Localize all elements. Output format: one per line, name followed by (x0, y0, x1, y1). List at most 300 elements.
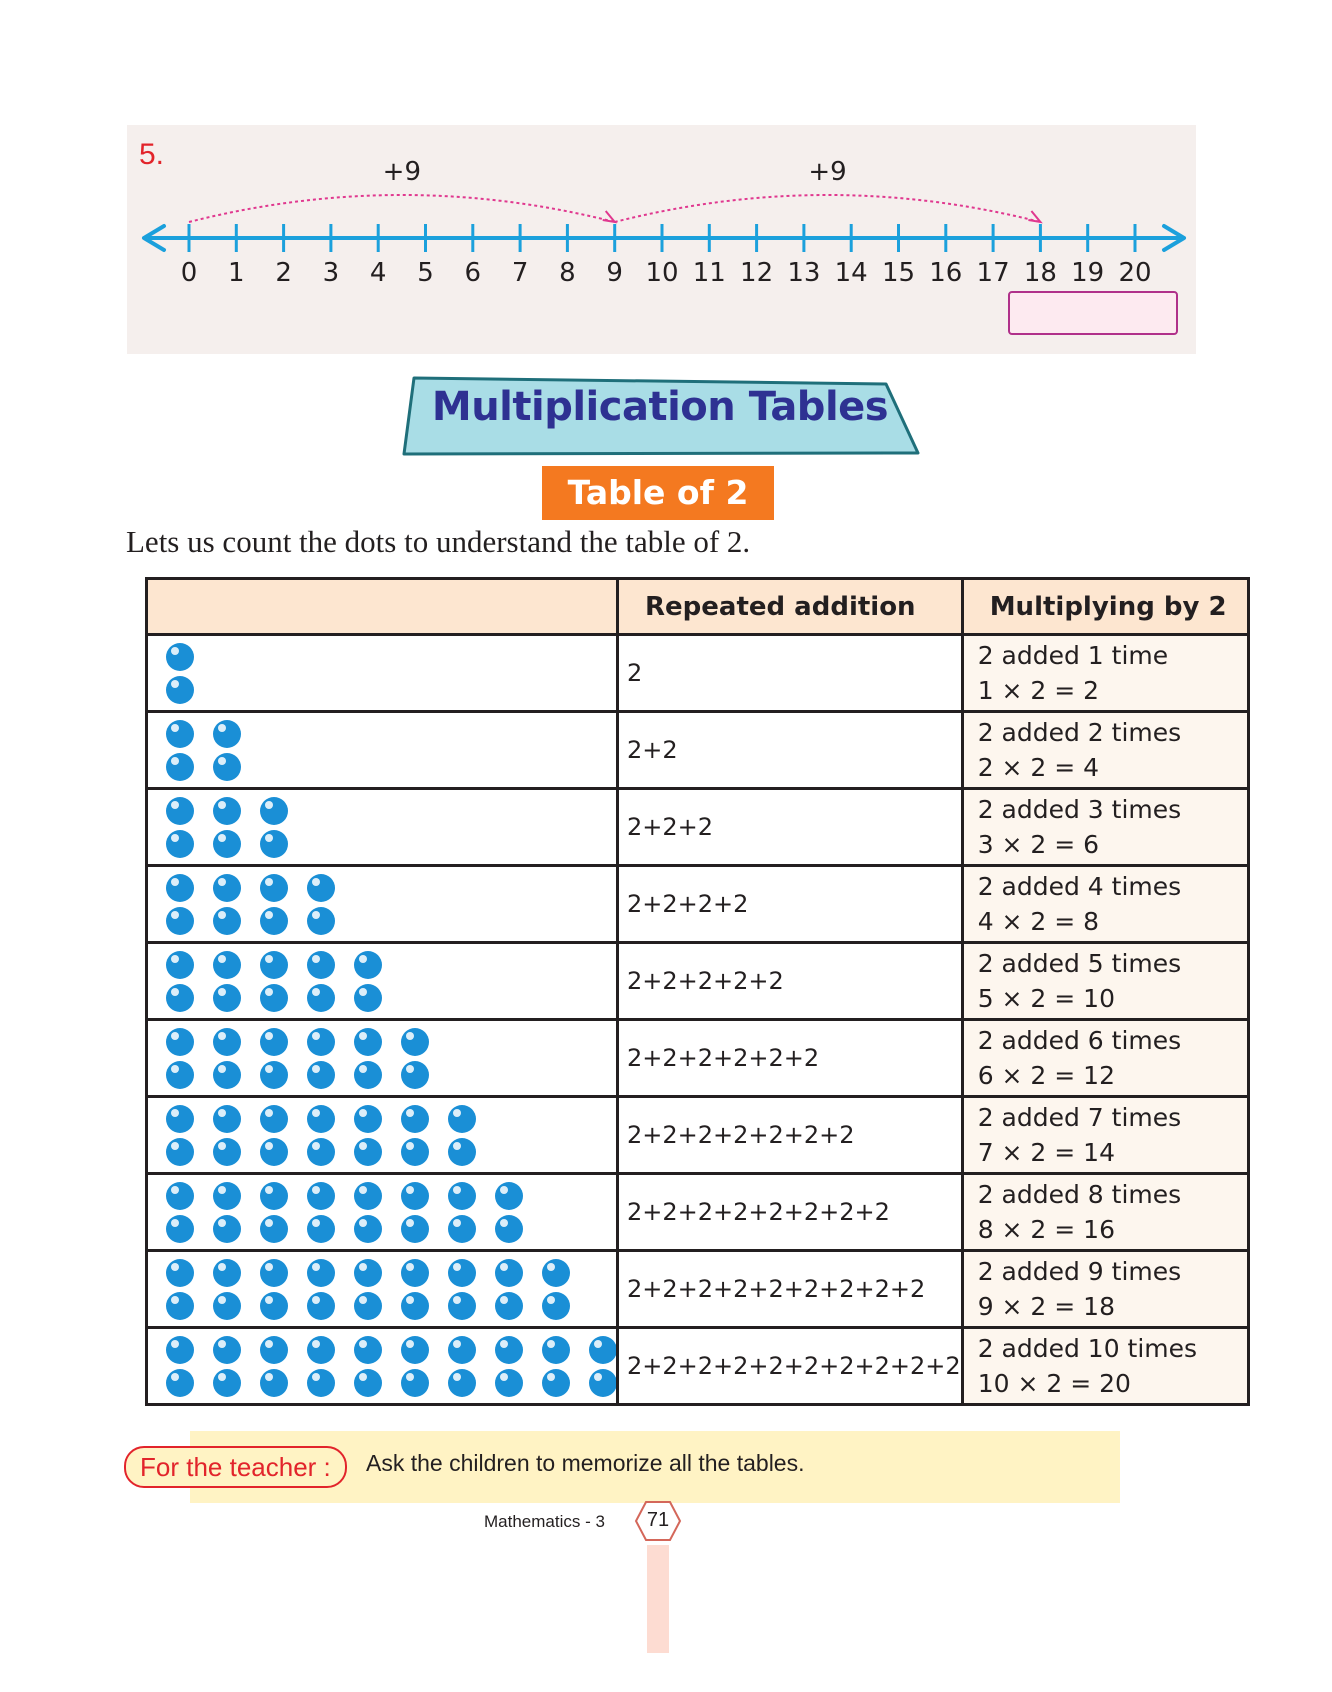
dot-highlight (265, 988, 273, 996)
dot (307, 1105, 335, 1133)
jump-arrowhead-icon (1028, 211, 1040, 222)
dot (401, 1336, 429, 1364)
dot-highlight (171, 724, 179, 732)
dot-highlight (359, 1032, 367, 1040)
dot-highlight (312, 1373, 320, 1381)
dot-highlight (218, 1032, 226, 1040)
tick-label: 15 (881, 258, 916, 288)
dot-highlight (218, 1219, 226, 1227)
tick-label: 10 (645, 258, 679, 288)
dot-highlight (453, 1263, 461, 1271)
dot-highlight (453, 1219, 461, 1227)
dot (495, 1292, 523, 1320)
dot (307, 1215, 335, 1243)
table-row (147, 635, 1249, 712)
repeated-addition-cell: 2+2+2+2+2+2+2+2 (618, 1174, 963, 1251)
dot-highlight (171, 647, 179, 655)
dot (401, 1061, 429, 1089)
dots-cell (147, 866, 618, 943)
dot (354, 1336, 382, 1364)
dot-highlight (265, 1340, 273, 1348)
multiplying-cell (962, 1020, 1248, 1097)
dot-highlight (171, 757, 179, 765)
dot-highlight (265, 1186, 273, 1194)
product-text: 1 × 2 = 2 (977, 676, 1100, 705)
dot (260, 874, 288, 902)
dot (307, 874, 335, 902)
dot-highlight (171, 911, 179, 919)
table-row (147, 1174, 1249, 1251)
dot-highlight (218, 911, 226, 919)
product-text: 9 × 2 = 18 (977, 1292, 1115, 1321)
dot (260, 1336, 288, 1364)
dot-highlight (265, 1032, 273, 1040)
dot (213, 1105, 241, 1133)
dot-highlight (359, 1373, 367, 1381)
tick-label: 5 (417, 258, 434, 288)
dot-highlight (265, 834, 273, 842)
dot (166, 1259, 194, 1287)
dot (166, 797, 194, 825)
dot-group (148, 1098, 616, 1172)
dot (401, 1182, 429, 1210)
dot-highlight (312, 988, 320, 996)
dot (260, 951, 288, 979)
dot (307, 1369, 335, 1397)
jump-arrowhead-icon (603, 211, 615, 222)
dot-highlight (359, 1065, 367, 1073)
dots-cell (147, 789, 618, 866)
dot (448, 1369, 476, 1397)
dot (307, 1259, 335, 1287)
dot (495, 1215, 523, 1243)
teacher-label: For the teacher : (124, 1446, 347, 1488)
dot (166, 830, 194, 858)
dot (166, 1061, 194, 1089)
table-row (147, 789, 1249, 866)
dots-cell (147, 712, 618, 789)
product-text: 8 × 2 = 16 (977, 1215, 1115, 1244)
repeated-addition-cell: 2+2 (618, 712, 963, 789)
dot (166, 643, 194, 671)
repeated-addition-cell: 2+2+2+2+2+2+2+2+2+2 (618, 1328, 963, 1405)
dot-highlight (547, 1296, 555, 1304)
dot (307, 1182, 335, 1210)
dot (260, 1259, 288, 1287)
dot (354, 1259, 382, 1287)
dot (307, 951, 335, 979)
dot (448, 1215, 476, 1243)
dot-highlight (171, 680, 179, 688)
dot (589, 1369, 616, 1397)
dot-highlight (171, 834, 179, 842)
dot (213, 907, 241, 935)
tick-label: 4 (369, 258, 387, 288)
added-times-text: 2 added 9 times (977, 1257, 1182, 1286)
dot-highlight (171, 1109, 179, 1117)
dot-group (148, 1021, 616, 1095)
header-repeated-addition: Repeated addition (618, 579, 963, 635)
dot (260, 1182, 288, 1210)
dot (213, 1182, 241, 1210)
dot-group (148, 867, 616, 941)
tick-label: 7 (511, 258, 529, 288)
dot-highlight (359, 1296, 367, 1304)
dot-highlight (171, 801, 179, 809)
dot (260, 1028, 288, 1056)
dot (354, 1369, 382, 1397)
product-text: 10 × 2 = 20 (977, 1369, 1131, 1398)
dot (166, 1138, 194, 1166)
dot (307, 1061, 335, 1089)
table-row (147, 1097, 1249, 1174)
dot-highlight (500, 1263, 508, 1271)
answer-box[interactable] (1008, 291, 1178, 335)
table-row (147, 1328, 1249, 1405)
dot (495, 1369, 523, 1397)
intro-text: Lets us count the dots to understand the table of 2. (126, 524, 751, 559)
dot-highlight (265, 801, 273, 809)
dot-highlight (453, 1186, 461, 1194)
tick-label: 20 (1118, 258, 1152, 288)
dot-highlight (218, 1296, 226, 1304)
dot (166, 753, 194, 781)
dot (213, 797, 241, 825)
dot (166, 676, 194, 704)
dot-highlight (312, 1109, 320, 1117)
dots-cell (147, 1328, 618, 1405)
multiplying-cell (962, 1328, 1248, 1405)
page-strip (647, 1545, 669, 1653)
dot-group (148, 1329, 616, 1403)
dot-highlight (171, 955, 179, 963)
dots-cell (147, 1097, 618, 1174)
dot-highlight (312, 1065, 320, 1073)
dots-cell (147, 635, 618, 712)
dot (213, 1336, 241, 1364)
added-times-text: 2 added 3 times (977, 795, 1182, 824)
dot-group (148, 1175, 616, 1249)
dot-highlight (453, 1109, 461, 1117)
dot-highlight (453, 1373, 461, 1381)
dot (448, 1138, 476, 1166)
dot-highlight (359, 955, 367, 963)
dot-highlight (406, 1109, 414, 1117)
dot-highlight (406, 1142, 414, 1150)
dot (213, 1259, 241, 1287)
dot (354, 1028, 382, 1056)
dot (401, 1105, 429, 1133)
dot (401, 1369, 429, 1397)
dot-highlight (359, 1263, 367, 1271)
header-multiplying: Multiplying by 2 (962, 579, 1248, 635)
dot-highlight (218, 1186, 226, 1194)
dot (166, 984, 194, 1012)
repeated-addition-cell: 2+2+2+2+2+2+2+2+2 (618, 1251, 963, 1328)
dot-highlight (265, 878, 273, 886)
multiplying-cell (962, 866, 1248, 943)
dot-group (148, 790, 616, 864)
dot-highlight (312, 911, 320, 919)
dot-highlight (453, 1340, 461, 1348)
multiplying-cell (962, 712, 1248, 789)
dot-highlight (171, 1296, 179, 1304)
dot-highlight (312, 1186, 320, 1194)
tick-label: 6 (464, 258, 482, 288)
dots-cell (147, 1251, 618, 1328)
dot (542, 1292, 570, 1320)
dot-highlight (265, 1219, 273, 1227)
dot (354, 1138, 382, 1166)
dot-group (148, 1252, 616, 1326)
tick-label: 3 (322, 258, 340, 288)
product-text: 4 × 2 = 8 (977, 907, 1100, 936)
jump-label: +9 (808, 157, 847, 187)
dot (448, 1292, 476, 1320)
dot-highlight (265, 1109, 273, 1117)
dot-highlight (453, 1296, 461, 1304)
added-times-text: 2 added 2 times (977, 718, 1182, 747)
dot-highlight (312, 1263, 320, 1271)
repeated-addition-cell: 2+2+2+2+2 (618, 943, 963, 1020)
section-subtitle: Table of 2 (542, 466, 774, 520)
dot (354, 1105, 382, 1133)
dot-group (148, 636, 616, 710)
question-number: 5. (139, 138, 165, 171)
table-of-two (145, 577, 1250, 1406)
table-header-row (147, 579, 1249, 635)
dot-highlight (500, 1296, 508, 1304)
dot-highlight (500, 1373, 508, 1381)
dot (166, 1336, 194, 1364)
table-row (147, 712, 1249, 789)
dot (260, 907, 288, 935)
tick-label: 9 (606, 258, 623, 288)
dot (213, 1028, 241, 1056)
dot (166, 1105, 194, 1133)
dot (260, 1215, 288, 1243)
dot-highlight (359, 1340, 367, 1348)
tick-label: 14 (834, 258, 868, 288)
dot (401, 1292, 429, 1320)
dot (448, 1182, 476, 1210)
dot (448, 1336, 476, 1364)
repeated-addition-cell: 2+2+2+2+2+2 (618, 1020, 963, 1097)
dot-highlight (547, 1263, 555, 1271)
dot-highlight (171, 1373, 179, 1381)
dot (213, 984, 241, 1012)
dot (213, 1138, 241, 1166)
dot-highlight (312, 1142, 320, 1150)
dot (354, 1215, 382, 1243)
dot-highlight (406, 1296, 414, 1304)
dot-highlight (171, 1142, 179, 1150)
dot (260, 797, 288, 825)
added-times-text: 2 added 10 times (977, 1334, 1198, 1363)
dot-highlight (312, 1340, 320, 1348)
dot-highlight (171, 1263, 179, 1271)
dot (213, 753, 241, 781)
dots-cell (147, 1020, 618, 1097)
added-times-text: 2 added 1 time (977, 641, 1169, 670)
dot-highlight (500, 1219, 508, 1227)
dot (166, 720, 194, 748)
dot (166, 1028, 194, 1056)
dot (354, 951, 382, 979)
dot (260, 1105, 288, 1133)
dot-highlight (171, 878, 179, 886)
header-dots (147, 579, 618, 635)
dot-highlight (265, 955, 273, 963)
tick-label: 16 (929, 258, 963, 288)
dot-group (148, 713, 616, 787)
tick-label: 0 (180, 258, 198, 288)
dot (354, 1182, 382, 1210)
dot (260, 830, 288, 858)
dot-highlight (406, 1340, 414, 1348)
dot (542, 1336, 570, 1364)
table-row (147, 943, 1249, 1020)
dot-highlight (312, 878, 320, 886)
table-row (147, 1020, 1249, 1097)
page-title: Multiplication Tables (431, 384, 889, 430)
tick-label: 17 (976, 258, 1010, 288)
jump-label: +9 (382, 157, 422, 187)
dot (495, 1259, 523, 1287)
dot-highlight (594, 1340, 602, 1348)
tick-label: 8 (559, 258, 576, 288)
dot (166, 907, 194, 935)
dot-highlight (312, 1219, 320, 1227)
tick-label: 13 (787, 258, 821, 288)
dot (213, 1215, 241, 1243)
dot (166, 874, 194, 902)
dot (542, 1369, 570, 1397)
dot-highlight (218, 988, 226, 996)
dot-highlight (406, 1032, 414, 1040)
dot-highlight (171, 1186, 179, 1194)
dot-highlight (218, 878, 226, 886)
dot (354, 984, 382, 1012)
dot (166, 1369, 194, 1397)
multiplying-cell (962, 635, 1248, 712)
dot-highlight (171, 1340, 179, 1348)
dot (495, 1336, 523, 1364)
dot (401, 1215, 429, 1243)
product-text: 2 × 2 = 4 (977, 753, 1100, 782)
dot-highlight (218, 1263, 226, 1271)
dot (495, 1182, 523, 1210)
dot-highlight (265, 1142, 273, 1150)
repeated-addition-cell: 2+2+2+2+2+2+2 (618, 1097, 963, 1174)
dot (307, 1292, 335, 1320)
multiplying-cell (962, 1174, 1248, 1251)
dot-highlight (218, 1340, 226, 1348)
tick-label: 18 (1023, 258, 1057, 288)
dot-highlight (218, 955, 226, 963)
dot-highlight (547, 1340, 555, 1348)
tick-label: 19 (1071, 258, 1105, 288)
dots-cell (147, 943, 618, 1020)
dot-highlight (453, 1142, 461, 1150)
dot-highlight (406, 1373, 414, 1381)
dot-highlight (406, 1263, 414, 1271)
dot-highlight (312, 1032, 320, 1040)
multiplying-cell (962, 789, 1248, 866)
tick-label: 1 (228, 258, 245, 288)
dot (448, 1105, 476, 1133)
multiplying-cell (962, 943, 1248, 1020)
dot-highlight (312, 1296, 320, 1304)
added-times-text: 2 added 5 times (977, 949, 1182, 978)
dot (307, 1028, 335, 1056)
tick-label: 2 (275, 258, 292, 288)
added-times-text: 2 added 7 times (977, 1103, 1182, 1132)
dot-highlight (265, 1373, 273, 1381)
added-times-text: 2 added 4 times (977, 872, 1182, 901)
dot (213, 1061, 241, 1089)
dot (589, 1336, 616, 1364)
dot (213, 1369, 241, 1397)
tick-label: 11 (692, 258, 726, 288)
dot-highlight (265, 1065, 273, 1073)
dot (213, 830, 241, 858)
dot (260, 1369, 288, 1397)
dot-highlight (171, 1065, 179, 1073)
dot-highlight (406, 1065, 414, 1073)
product-text: 3 × 2 = 6 (977, 830, 1100, 859)
dot-highlight (218, 1142, 226, 1150)
dot (307, 984, 335, 1012)
dot (401, 1138, 429, 1166)
jump-arc (189, 195, 615, 222)
teacher-note: Ask the children to memorize all the tables. (366, 1450, 805, 1476)
dot (542, 1259, 570, 1287)
dot (307, 1138, 335, 1166)
dot-highlight (171, 1219, 179, 1227)
dot (260, 1138, 288, 1166)
repeated-addition-cell: 2+2+2+2 (618, 866, 963, 943)
dot-highlight (218, 1109, 226, 1117)
repeated-addition-cell: 2 (618, 635, 963, 712)
dot-highlight (406, 1186, 414, 1194)
dot (213, 951, 241, 979)
jump-arc (615, 195, 1041, 222)
dot (354, 1061, 382, 1089)
dot-highlight (218, 1373, 226, 1381)
dot (401, 1028, 429, 1056)
dot-highlight (218, 801, 226, 809)
dot-highlight (171, 1032, 179, 1040)
dot (448, 1259, 476, 1287)
dot-highlight (359, 988, 367, 996)
page-number: 71 (646, 1509, 670, 1531)
dot (213, 1292, 241, 1320)
product-text: 6 × 2 = 12 (977, 1061, 1115, 1090)
table-row (147, 1251, 1249, 1328)
dot (213, 720, 241, 748)
dot (166, 1182, 194, 1210)
dot-highlight (218, 1065, 226, 1073)
product-text: 5 × 2 = 10 (977, 984, 1115, 1013)
dot (401, 1259, 429, 1287)
dot (260, 984, 288, 1012)
dot-highlight (406, 1219, 414, 1227)
dot (166, 1215, 194, 1243)
dot-highlight (218, 834, 226, 842)
table-row (147, 866, 1249, 943)
dot (213, 874, 241, 902)
